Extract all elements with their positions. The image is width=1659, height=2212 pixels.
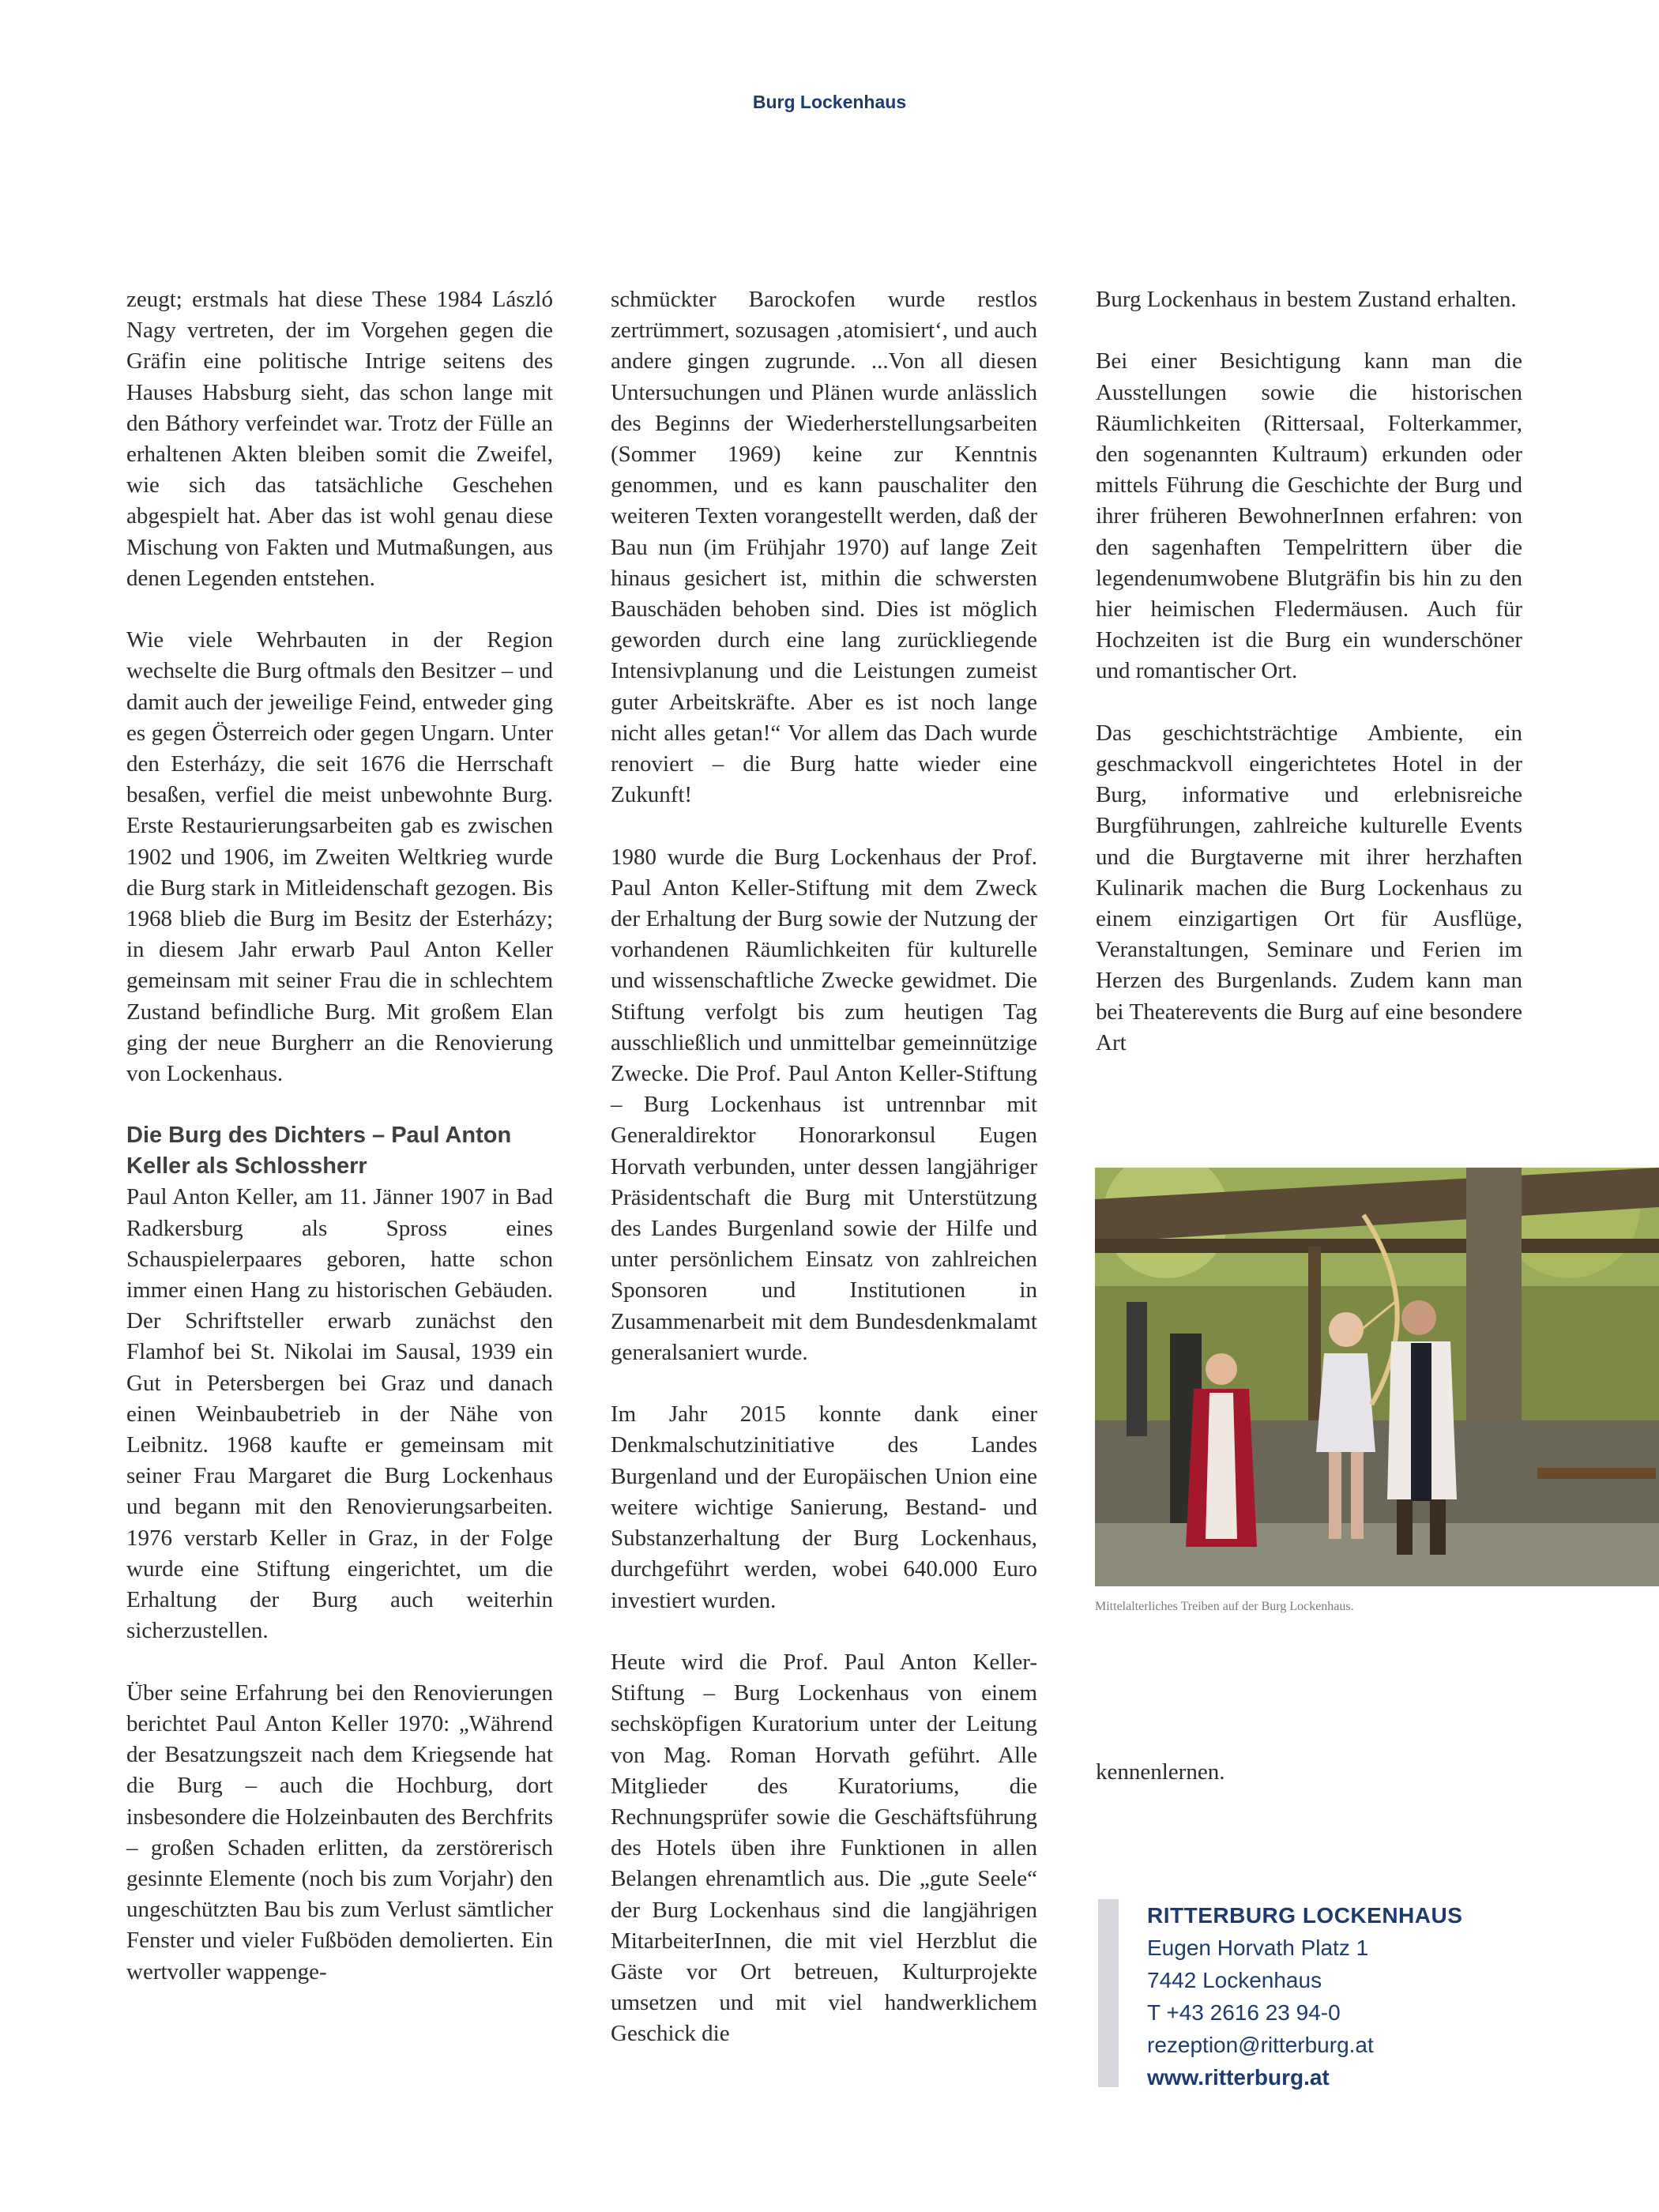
paragraph: Im Jahr 2015 konnte dank einer Denkmalschutzinitiative des Landes Burgenland und der Europäischen Union eine weitere wichtige Sanierung, Bestand- und Substanzerhaltung der Burg Lockenhaus, durchgeführt werden, wobei 640.000 Euro investiert wurden. xyxy=(611,1401,1037,1613)
paragraph: Bei einer Besichtigung kann man die Ausstellungen sowie die historischen Räumlichkeiten (Rittersaal, Folterkammer, den sogenannten Kultraum) erkunden oder mittels Führung die Geschichte der Burg und ihrer früheren BewohnerInnen erfahren: von den sagenhaften Tempelrittern über die legendenumwobene Blutgräfin bis hin zu den hier heimischen Fledermäusen. Auch für Hochzeiten ist die Burg ein wunderschöner und romantischer Ort. xyxy=(1096,348,1522,684)
closing-text: kennenlernen. xyxy=(1096,1759,1225,1785)
contact-email[interactable]: rezeption@ritterburg.at xyxy=(1147,2033,1374,2057)
text-column-2 xyxy=(611,284,1037,2050)
accent-bar xyxy=(1098,1899,1119,2087)
paragraph: Wie viele Wehrbauten in der Region wechselte die Burg oftmals den Besitzer – und damit auch der jeweilige Feind, entweder ging es gegen Österreich oder gegen Ungarn. Unter den Esterházy, die seit 1676 die Herrschaft besaßen, verfiel die meist unbewohnte Burg. Erste Restaurierungsarbeiten gab es zwischen 1902 und 1906, im Zweiten Weltkrieg wurde die Burg stark in Mitleidenschaft gezogen. Bis 1968 blieb die Burg im Besitz der Esterházy; in diesem Jahr erwarb Paul Anton Keller gemeinsam mit seiner Frau die in schlechtem Zustand befindliche Burg. Mit großem Elan ging der neue Burgherr an die Renovierung von Lockenhaus. xyxy=(126,627,553,1087)
contact-box xyxy=(1098,1899,1540,2090)
paragraph: Heute wird die Prof. Paul Anton Keller-Stiftung – Burg Lockenhaus von einem sechsköpfigen Kuratorium unter der Leitung von Mag. Roman Horvath geführt. Alle Mitglieder des Kuratoriums, die Rechnungsprüfer sowie die Geschäftsführung des Hotels üben ihre Funktionen in allen Belangen ehrenamtlich aus. Die „gute Seele“ der Burg Lockenhaus sind die langjährigen MitarbeiterInnen, die mit viel Herzblut die Gäste vor Ort betreuen, Kulturprojekte umsetzen und mit viel handwerklichem Geschick die xyxy=(611,1649,1037,2047)
paragraph: Burg Lockenhaus in bestem Zustand erhalten. xyxy=(1096,287,1517,312)
paragraph: Über seine Erfahrung bei den Renovierungen berichtet Paul Anton Keller 1970: „Während der Besatzungszeit nach dem Kriegsende hat die Burg – auch die Hochburg, dort insbesondere die Holzeinbauten des Berchfrits – großen Schaden erlitten, da zerstörerisch gesinnte Elemente (noch bis zum Vorjahr) den ungeschützten Bau bis zum Verlust sämtlicher Fenster und vieler Fußböden demolierten. Ein wertvoller wappenge- xyxy=(126,1680,553,1984)
contact-street: Eugen Horvath Platz 1 xyxy=(1147,1936,1369,1960)
contact-website[interactable]: www.ritterburg.at xyxy=(1147,2065,1330,2090)
section-heading: Die Burg des Dichters – Paul Anton Keller als Schlossherr xyxy=(126,1123,512,1179)
paragraph: 1980 wurde die Burg Lockenhaus der Prof. Paul Anton Keller-Stiftung mit dem Zweck der Erhaltung der Burg sowie der Nutzung der vorhandenen Räumlichkeiten für kulturelle und wissenschaftliche Zwecke gewidmet. Die Stiftung verfolgt bis zum heutigen Tag ausschließlich und unmittelbar gemeinnützige Zwecke. Die Prof. Paul Anton Keller-Stiftung – Burg Lockenhaus ist untrennbar mit Generaldirektor Honorarkonsul Eugen Horvath verbunden, unter dessen langjähriger Präsidentschaft die Burg mit Unterstützung des Landes Burgenland sowie der Hilfe und unter persönlichem Einsatz von zahlreichen Sponsoren und Institutionen in Zusammenarbeit mit dem Bundesdenkmalamt generalsaniert wurde. xyxy=(611,844,1037,1365)
paragraph: Paul Anton Keller, am 11. Jänner 1907 in Bad Radkersburg als Spross eines Schauspielerpaares geboren, hatte schon immer einen Hang zu historischen Gebäuden. Der Schriftsteller erwarb zunächst den Flamhof bei St. Nikolai im Sausal, 1939 ein Gut in Petersbergen bei Graz und danach einen Weinbaubetrieb in der Nähe von Leibnitz. 1968 kaufte er gemeinsam mit seiner Frau Margaret die Burg Lockenhaus und begann mit den Renovierungsarbeiten. 1976 verstarb Keller in Graz, in der Folge wurde eine Stiftung eingerichtet, um die Erhaltung der Burg auch weiterhin sicherzustellen. xyxy=(126,1184,553,1644)
paragraph: schmückter Barockofen wurde restlos zertrümmert, sozusagen ‚atomisiert‘, und auch andere gingen zugrunde. ...Von all diesen Untersuchungen und Plänen wurde anlässlich des Beginns der Wiederherstellungsarbeiten (Sommer 1969) keine zur Kenntnis genommen, und es kann pauschaliter den weiteren Texten vorangestellt werden, daß der Bau nun (im Frühjahr 1970) auf lange Zeit hinaus gesichert ist, mithin die schwersten Bauschäden behoben sind. Dies ist möglich geworden durch eine lang zurückliegende Intensivplanung und die Leistungen zumeist guter Arbeitskräfte. Aber es ist noch lange nicht alles getan!“ Vor allem das Dach wurde renoviert – die Burg hatte wieder eine Zukunft! xyxy=(611,287,1037,808)
contact-phone: T +43 2616 23 94-0 xyxy=(1147,2000,1341,2025)
photo-illustration xyxy=(1095,1168,1659,1586)
paragraph: zeugt; erstmals hat diese These 1984 László Nagy vertreten, der im Vorgehen gegen die Gräfin eine politische Intrige seitens des Hauses Habsburg sieht, das schon lange mit den Báthory verfeindet war. Trotz der Fülle an erhaltenen Akten bleiben somit die Zweifel, wie sich das tatsächliche Geschehen abgespielt hat. Aber das ist wohl genau diese Mischung von Fakten und Mutmaßungen, aus denen Legenden entstehen. xyxy=(126,287,553,591)
text-column-3 xyxy=(1096,284,1522,1059)
contact-city: 7442 Lockenhaus xyxy=(1147,1968,1322,1992)
text-column-1 xyxy=(126,284,553,1988)
photo-caption: Mittelalterliches Treiben auf der Burg Lockenhaus. xyxy=(1095,1600,1354,1613)
contact-name: RITTERBURG LOCKENHAUS xyxy=(1147,1903,1463,1928)
running-head: Burg Lockenhaus xyxy=(752,92,907,112)
paragraph: Das geschichtsträchtige Ambiente, ein geschmackvoll eingerichtetes Hotel in der Burg, informative und erlebnisreiche Burgführungen, zahlreiche kulturelle Events und die Burgtaverne mit ihrer herzhaften Kulinarik machen die Burg Lockenhaus zu einem einzigartigen Ort für Ausflüge, Veranstaltungen, Seminare und Ferien im Herzen des Burgenlands. Zudem kann man bei Theaterevents die Burg auf eine besondere Art xyxy=(1096,720,1522,1055)
medieval-archery-photo xyxy=(1095,1168,1659,1586)
